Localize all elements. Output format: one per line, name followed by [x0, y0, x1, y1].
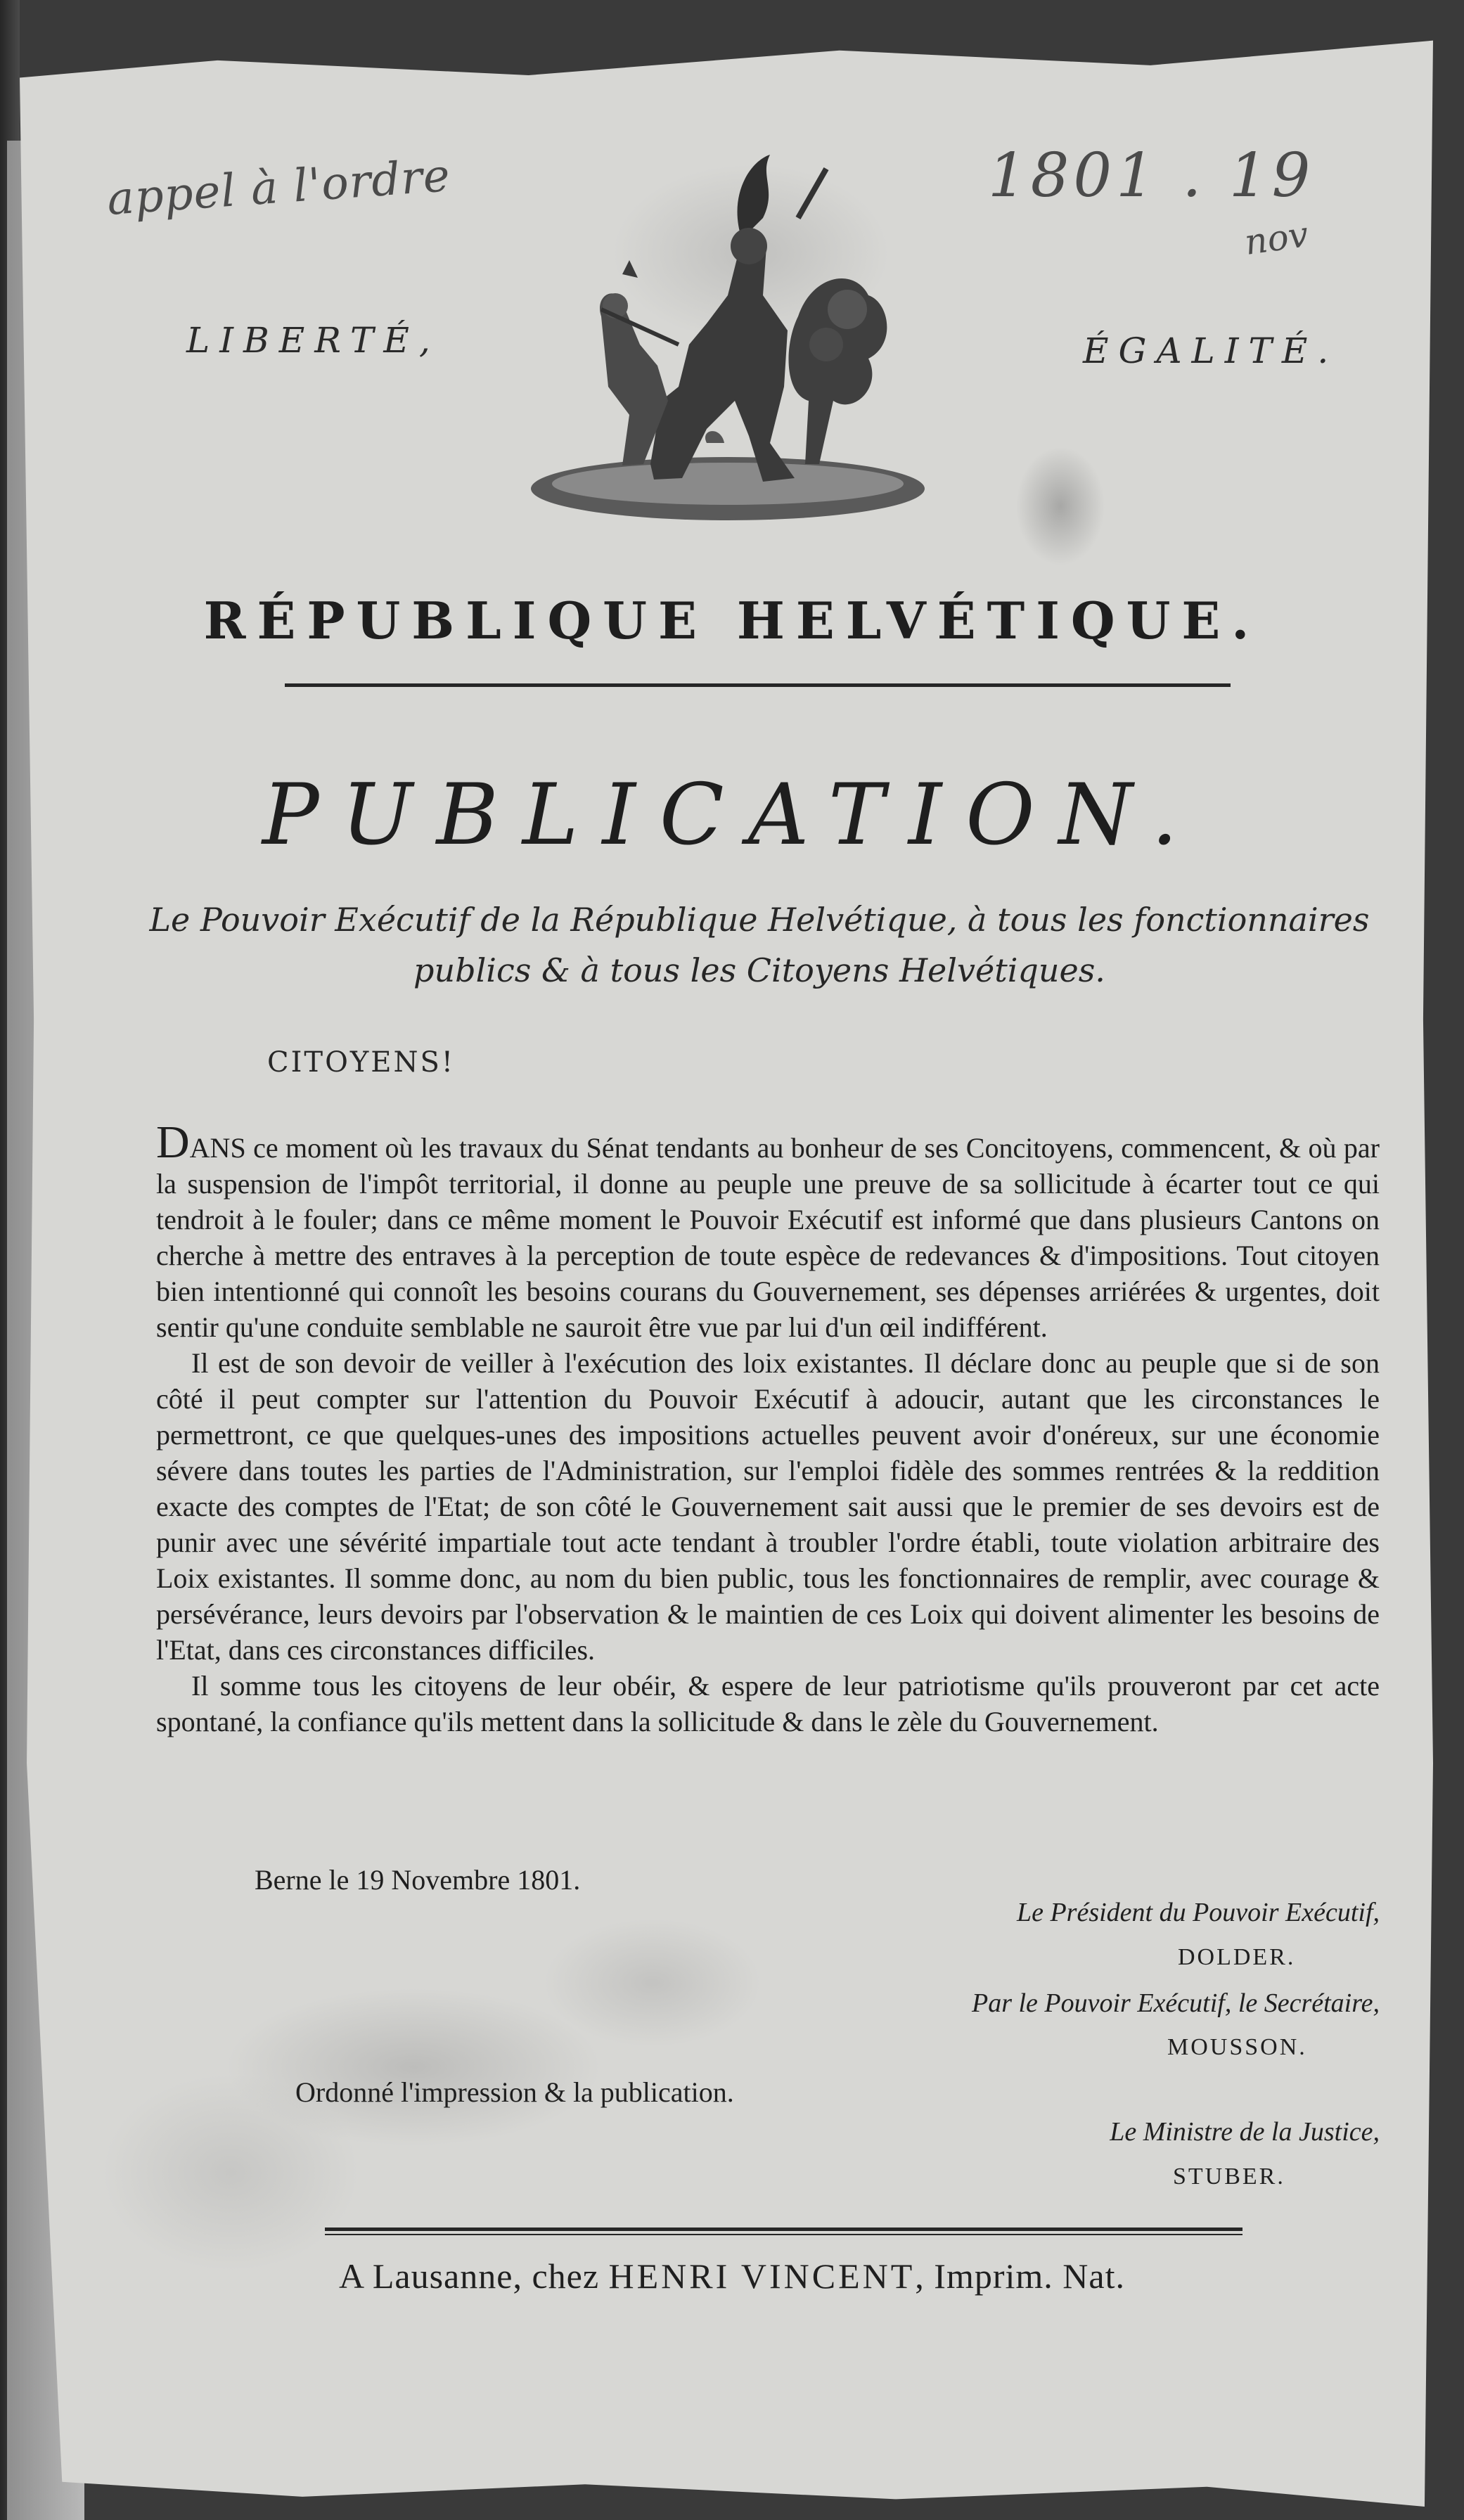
- footer-rule-thin: [325, 2234, 1243, 2235]
- minister-title: Le Ministre de la Justice,: [1110, 2117, 1380, 2147]
- president-name: DOLDER.: [1178, 1944, 1296, 1970]
- minister-name: STUBER.: [1173, 2164, 1285, 2190]
- president-title: Le Président du Pouvoir Exécutif,: [1016, 1898, 1380, 1927]
- header-rule: [285, 683, 1231, 687]
- printer-name: HENRI VINCENT: [608, 2256, 916, 2296]
- secretary-title: Par le Pouvoir Exécutif, le Secrétaire,: [971, 1988, 1380, 2018]
- imprint-line: [0, 2256, 1464, 2296]
- secretary-name: MOUSSON.: [1167, 2034, 1307, 2060]
- motto-liberte: LIBERTÉ,: [186, 320, 440, 361]
- drop-cap: D: [156, 1117, 190, 1168]
- paragraph-1-text: ANS ce moment où les travaux du Sénat tendants au bonheur de ses Concitoyens, commencent, & où par la suspension de l'impôt territorial, il donne au peuple une preuve de sa sollicitude à écarter tout ce qui tendroit à le fouler; dans ce même moment le Pouvoir Exécutif est informé que dans plusieurs Cantons on cherche à mettre des entraves à la perception de toute espèce de redevances & d'impositions. Tout citoyen bien intentionné qui connoît les besoins courans du Gouvernement, ses dépenses arriérées & urgentes, doit sentir qu'une conduite semblable ne sauroit être vue par lui d'un œil indifférent.: [156, 1132, 1380, 1343]
- footer-rule: [325, 2228, 1243, 2231]
- paragraph-3: Il somme tous les citoyens de leur obéir, & espere de leur patriotisme qu'ils prouveront par cet acte spontané, la confiance qu'ils mettent dans la sollicitude & dans le zèle du Gouvernement.: [156, 1670, 1380, 1737]
- date-line: Berne le 19 Novembre 1801.: [255, 1864, 581, 1896]
- motto-egalite: ÉGALITÉ.: [1083, 330, 1339, 371]
- salutation: CITOYENS!: [267, 1046, 455, 1079]
- imprint-prefix: A Lausanne, chez: [339, 2256, 600, 2296]
- tell-emblem-woodcut: [517, 134, 939, 534]
- handwritten-date: 1801 . 19: [988, 141, 1315, 211]
- handwritten-note-left: appel à l'ordre: [105, 150, 452, 226]
- address-line: Le Pouvoir Exécutif de la République Helvétique, à tous les fonctionnaires publics & à tous les Citoyens Helvétiques.: [149, 901, 1370, 989]
- paragraph-1: [156, 1117, 1380, 1345]
- page-title: PUBLICATION.: [262, 766, 1202, 864]
- handwritten-month: nov: [1242, 213, 1311, 264]
- republic-heading: RÉPUBLIQUE HELVÉTIQUE.: [203, 591, 1261, 650]
- proclamation-body: [156, 1117, 1380, 1740]
- publication-order: Ordonné l'impression & la publication.: [295, 2076, 734, 2108]
- paragraph-2: Il est de son devoir de veiller à l'exécution des loix existantes. Il déclare donc au peuple que si de son côté il peut compter sur l'attention du Pouvoir Exécutif à adoucir, autant que les circonstances le permettront, ce que quelques-unes des impositions actuelles peuvent avoir d'onéreux, sur une économie sévere dans toutes les parties de l'Administration, sur l'emploi fidèle des sommes rentrées & la reddition exacte des comptes de l'Etat; de son côté le Gouvernement sait aussi que le premier de ses devoirs est de punir avec une sévérité impartiale tout acte tendant à troubler l'ordre établi, toute violation arbitraire des Loix existantes. Il somme donc, au nom du bien public, tous les fonctionnaires de remplir, avec courage & persévérance, leurs devoirs par l'observation & le maintien de ces Loix qui doivent alimenter les besoins de l'Etat, dans ces circonstances difficiles.: [156, 1347, 1380, 1666]
- imprint-suffix: , Imprim. Nat.: [915, 2256, 1125, 2296]
